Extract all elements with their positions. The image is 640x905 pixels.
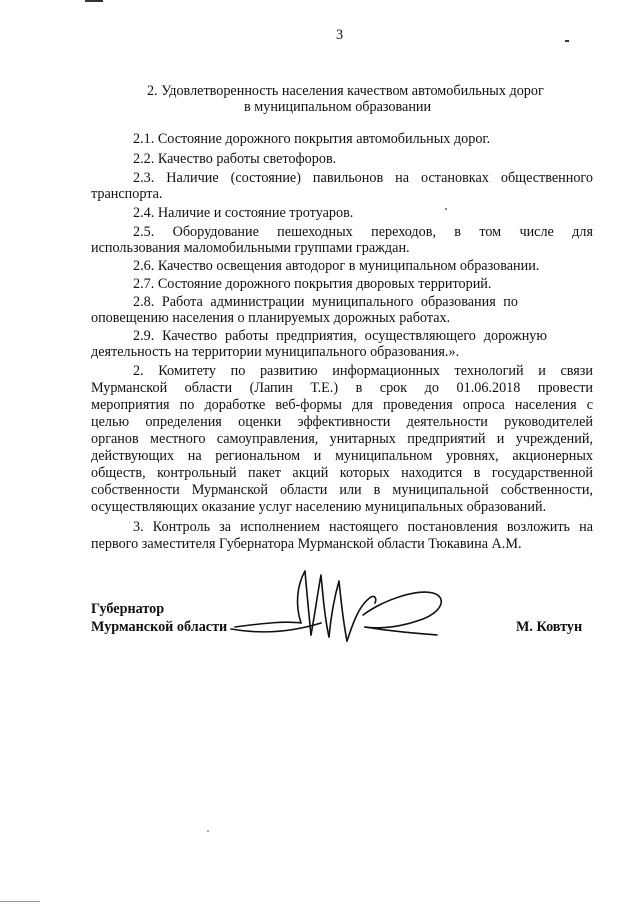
item-2-7: 2.7. Состояние дорожного покрытия дворовых территорий. xyxy=(133,276,492,292)
scan-mark-top xyxy=(85,0,103,2)
paragraph-2-line4: целью определения оценки эффективности деятельности руководителей xyxy=(91,414,593,430)
item-2-5-line1: 2.5. Оборудование пешеходных переходов, в том числе для xyxy=(133,224,593,240)
paragraph-2-line8: собственности Мурманской области или в муниципальной собственности, xyxy=(91,482,593,498)
item-2-3-line1: 2.3. Наличие (состояние) павильонов на остановках общественного xyxy=(133,170,593,186)
section-title-line1: 2. Удовлетворенность населения качеством автомобильных дорог xyxy=(147,83,544,99)
signatory-name: М. Ковтун xyxy=(516,619,583,635)
paragraph-2-line2: Мурманской области (Лапин Т.Е.) в срок до 01.06.2018 провести xyxy=(91,380,593,396)
signatory-title-line2: Мурманской области xyxy=(91,619,228,635)
page-number: 3 xyxy=(336,27,344,43)
paragraph-2-line5: органов местного самоуправления, унитарных предприятий и учреждений, xyxy=(91,431,593,447)
paragraph-3-line1: 3. Контроль за исполнением настоящего постановления возложить на xyxy=(133,519,593,535)
scan-mark-corner xyxy=(565,40,569,42)
section-title-line2: в муниципальном образовании xyxy=(244,99,432,115)
paragraph-2-line7: обществ, контрольный пакет акций которых находится в государственной xyxy=(91,465,593,481)
paragraph-3-line2: первого заместителя Губернатора Мурманской области Тюкавина А.М. xyxy=(91,536,522,552)
item-2-3-line2: транспорта. xyxy=(91,186,163,202)
scan-dot-1 xyxy=(445,208,447,210)
scan-mark-bottom xyxy=(0,901,40,902)
item-2-4: 2.4. Наличие и состояние тротуаров. xyxy=(133,205,354,221)
item-2-2: 2.2. Качество работы светофоров. xyxy=(133,151,337,167)
paragraph-2-line1: 2. Комитету по развитию информационных технологий и связи xyxy=(133,363,593,379)
item-2-6: 2.6. Качество освещения автодорог в муниципальном образовании. xyxy=(133,258,540,274)
item-2-5-line2: использования маломобильными группами граждан. xyxy=(91,240,410,256)
item-2-9-line2: деятельность на территории муниципального образования.». xyxy=(91,344,460,360)
signatory-title-line1: Губернатор xyxy=(91,601,165,617)
item-2-1: 2.1. Состояние дорожного покрытия автомобильных дорог. xyxy=(133,131,491,147)
paragraph-2-line9: осуществляющих оказание услуг населению муниципальных образований. xyxy=(91,499,547,515)
item-2-8-line1: 2.8. Работа администрации муниципального образования по xyxy=(133,294,518,310)
paragraph-2-line6: действующих на региональном и муниципальном уровнях, акционерных xyxy=(91,448,593,464)
paragraph-2-line3: мероприятия по доработке веб-формы для проведения опроса населения с xyxy=(91,397,593,413)
item-2-8-line2: оповещению населения о планируемых дорожных работах. xyxy=(91,310,451,326)
item-2-9-line1: 2.9. Качество работы предприятия, осуществляющего дорожную xyxy=(133,328,547,344)
scan-dot-2 xyxy=(207,830,209,832)
handwritten-signature xyxy=(225,565,475,650)
